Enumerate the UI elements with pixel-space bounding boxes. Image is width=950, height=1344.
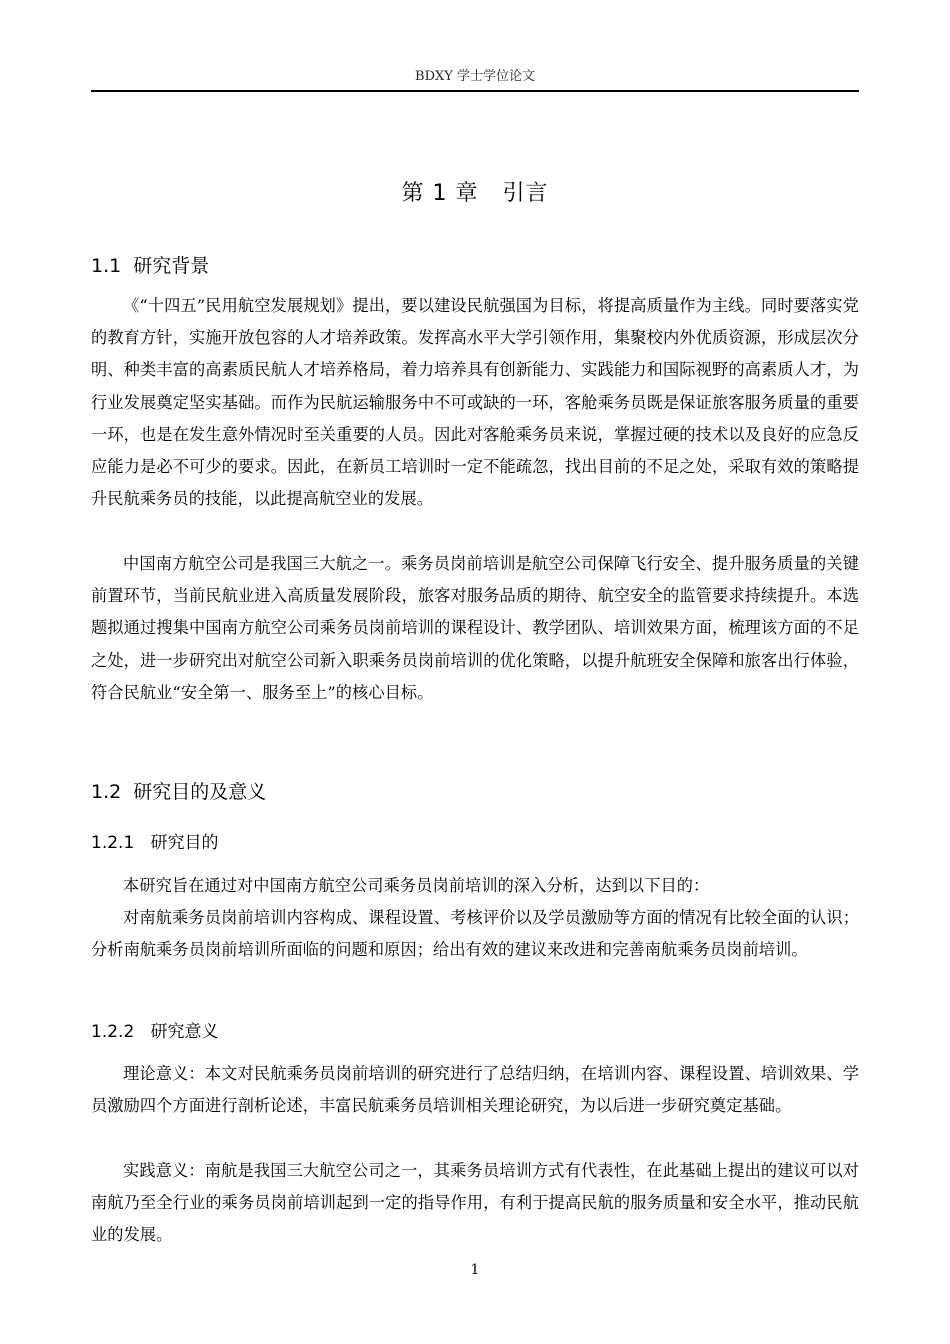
paragraph-significance-practice: 实践意义：南航是我国三大航空公司之一，其乘务员培训方式有代表性，在此基础上提出的建议可以对南航乃至全行业的乘务员岗前培训起到一定的指导作用，有利于提高民航的服务质量和安全水平，推动民航业的发展。 [91,1161,859,1245]
paragraph-purpose-1: 本研究旨在通过对中国南方航空公司乘务员岗前培训的深入分析，达到以下目的： [123,876,710,895]
subsection-heading-1-2-2: 1.2.2 研究意义 [91,1022,219,1042]
subsection-heading-1-2-1: 1.2.1 研究目的 [91,833,219,853]
page-number: 1 [470,1262,480,1278]
paragraph-background-1: 《“十四五”民用航空发展规划》提出，要以建设民航强国为目标，将提高质量作为主线。同时要落实党的教育方针，实施开放包容的人才培养政策。发挥高水平大学引领作用，集聚校内外优质资源，形成层次分明、种类丰富的高素质民航人才培养格局，着力培养具有创新能力、实践能力和国际视野的高素质人才，为行业发展奠定坚实基础。而作为民航运输服务中不可或缺的一环，客舱乘务员既是保证旅客服务质量的重要一环，也是在发生意外情况时至关重要的人员。因此对客舱乘务员来说，掌握过硬的技术以及良好的应急反应能力是必不可少的要求。因此，在新员工培训时一定不能疏忽，找出目前的不足之处，采取有效的策略提升民航乘务员的技能，以此提高航空业的发展。 [91,296,859,509]
paragraph-purpose-2: 对南航乘务员岗前培训内容构成、课程设置、考核评价以及学员激励等方面的情况有比较全面的认识；分析南航乘务员岗前培训所面临的问题和原因；给出有效的建议来改进和完善南航乘务员岗前培训。 [91,908,859,960]
paragraph-significance-theory: 理论意义：本文对民航乘务员岗前培训的研究进行了总结归纳，在培训内容、课程设置、培训效果、学员激励四个方面进行剖析论述，丰富民航乘务员培训相关理论研究，为以后进一步研究奠定基础。 [91,1064,859,1116]
running-header: BDXY 学士学位论文 [91,64,859,92]
section-heading-1-1: 1.1 研究背景 [91,255,210,277]
paragraph-background-2: 中国南方航空公司是我国三大航之一。乘务员岗前培训是航空公司保障飞行安全、提升服务质量的关键前置环节，当前民航业进入高质量发展阶段，旅客对服务品质的期待、航空安全的监管要求持续提升。本选题拟通过搜集中国南方航空公司乘务员岗前培训的课程设计、教学团队、培训效果方面，梳理该方面的不足之处，进一步研究出对航空公司新入职乘务员岗前培训的优化策略，以提升航班安全保障和旅客出行体验，符合民航业“安全第一、服务至上”的核心目标。 [91,554,859,702]
chapter-title: 第 1 章 引言 [401,181,549,206]
section-heading-1-2: 1.2 研究目的及意义 [91,781,267,803]
